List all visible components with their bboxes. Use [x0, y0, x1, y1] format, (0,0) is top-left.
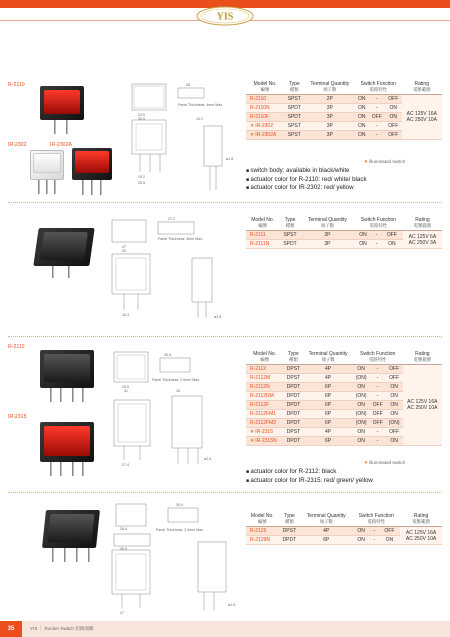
model-cell: R-2111N	[246, 240, 279, 249]
function-cell: -	[369, 104, 385, 113]
dimension-drawing	[130, 80, 240, 200]
svg-text:30.5: 30.5	[120, 547, 127, 551]
function-cell: ON	[386, 383, 403, 392]
function-cell: ON	[352, 536, 370, 545]
function-cell: ON	[386, 401, 403, 410]
model-cell: R-2110	[246, 95, 284, 104]
type-cell: DPDT	[283, 419, 303, 428]
type-cell: SPDT	[284, 104, 304, 113]
svg-text:31: 31	[124, 389, 128, 393]
product-photo-ir2302	[30, 150, 70, 200]
terminal-cell: 3P	[305, 122, 356, 131]
function-cell: ON	[355, 131, 369, 140]
spec-table	[246, 80, 442, 140]
product-code: IR-2315	[8, 414, 27, 420]
note-item: ■ actuator color for R-2112: black	[246, 468, 373, 477]
svg-text:27.2: 27.2	[168, 217, 175, 221]
col-model: Model No. 編號	[246, 216, 279, 231]
function-cell: ON	[355, 122, 369, 131]
product-photo-r2129	[40, 506, 104, 570]
function-cell: ON	[386, 392, 403, 401]
type-cell: SPST	[284, 95, 304, 104]
function-cell: ON	[354, 231, 372, 240]
function-cell: ON	[352, 527, 370, 536]
terminal-cell: 6P	[304, 410, 353, 419]
function-cell: ON	[353, 401, 370, 410]
col-rating: Rating 電壓範圍	[403, 216, 442, 231]
product-photo-ir2315	[40, 422, 100, 484]
product-photo-r2110	[40, 86, 90, 140]
terminal-cell: 6P	[304, 419, 353, 428]
terminal-cell: 3P	[305, 104, 356, 113]
col-function: Switch Function 電路特性	[354, 216, 403, 231]
col-model: Model No. 編號	[246, 80, 284, 95]
product-code: IR-2302A	[50, 142, 72, 148]
product-photo-ir2302a	[72, 148, 116, 200]
spec-table	[246, 512, 442, 545]
function-cell: ON	[386, 437, 403, 446]
svg-text:30.5: 30.5	[164, 353, 171, 357]
type-cell: SPDT	[279, 240, 301, 249]
function-cell: -	[370, 383, 386, 392]
type-cell: SPST	[279, 231, 301, 240]
function-cell: -	[372, 231, 381, 240]
function-cell: ON	[353, 365, 370, 374]
col-rating: Rating 電壓範圍	[403, 350, 442, 365]
footer-text: YIS ｜ Rocker Switch 切換開關	[30, 626, 94, 631]
table-row	[246, 95, 442, 104]
terminal-cell: 4P	[304, 365, 353, 374]
dimension-drawing	[112, 348, 240, 468]
col-rating: Rating 電壓範圍	[400, 512, 442, 527]
type-cell: DPDT	[283, 437, 303, 446]
model-cell: R-2112FM1	[246, 410, 283, 419]
section-divider	[8, 202, 442, 203]
function-cell: -	[370, 437, 386, 446]
terminal-cell: 2P	[301, 231, 354, 240]
type-cell: SPST	[284, 131, 304, 140]
terminal-cell: 6P	[304, 401, 353, 410]
model-cell: R-2112	[246, 365, 283, 374]
svg-text:16.3: 16.3	[122, 313, 129, 317]
col-function: Switch Function 電路特性	[352, 512, 400, 527]
function-cell: OFF	[386, 428, 403, 437]
col-type: Type 種類	[284, 80, 304, 95]
terminal-cell: 6P	[304, 392, 353, 401]
type-cell: DPDT	[279, 536, 300, 545]
note-item: ■ actuator color for IR-2302: red/ yellow	[246, 184, 367, 193]
function-cell: ON	[385, 104, 401, 113]
bulb-icon: ✹	[250, 429, 255, 435]
model-cell: R-2129	[246, 527, 279, 536]
model-cell: ✹IR-2315	[246, 428, 283, 437]
col-terminal: Terminal Quantity 端子數	[300, 512, 352, 527]
col-function: Switch Function 電路特性	[355, 80, 402, 95]
function-cell: OFF	[369, 113, 385, 122]
function-cell: OFF	[385, 122, 401, 131]
svg-text:ø1.8: ø1.8	[226, 157, 234, 161]
brand-logo	[196, 6, 254, 26]
type-cell: DPST	[283, 365, 303, 374]
model-cell: R-2112FM2	[246, 419, 283, 428]
model-cell: R-2112N	[246, 383, 283, 392]
type-cell: DPST	[279, 527, 300, 536]
type-cell: DPDT	[283, 410, 303, 419]
svg-text:27.4: 27.4	[122, 463, 129, 467]
function-cell: (ON)	[353, 392, 370, 401]
product-photo-r2111	[30, 222, 100, 282]
terminal-cell: 6P	[304, 383, 353, 392]
type-cell: DPST	[283, 428, 303, 437]
function-cell: OFF	[379, 527, 401, 536]
rating-cell: AC 125V 6A AC 250V 3A	[403, 231, 442, 249]
function-cell: OFF	[370, 419, 386, 428]
spec-notes	[246, 468, 373, 485]
panel-thickness-note: Panel Thickness: 2.5mm Max.	[156, 528, 205, 532]
function-cell: ON	[381, 240, 403, 249]
function-cell: -	[369, 95, 385, 104]
type-cell: DPDT	[283, 401, 303, 410]
function-cell: OFF	[370, 410, 386, 419]
model-cell: ✹IR-2302A	[246, 131, 284, 140]
terminal-cell: 4P	[300, 527, 352, 536]
col-model: Model No. 編號	[246, 350, 283, 365]
function-cell: -	[370, 527, 379, 536]
col-type: Type 種類	[279, 216, 301, 231]
function-cell: OFF	[385, 131, 401, 140]
svg-text:28: 28	[186, 83, 190, 87]
function-cell: ON	[355, 113, 369, 122]
model-cell: R-2111	[246, 231, 279, 240]
svg-text:10.2: 10.2	[138, 175, 145, 179]
terminal-cell: 4P	[304, 428, 353, 437]
terminal-cell: 3P	[301, 240, 354, 249]
function-cell: (ON)	[386, 419, 403, 428]
section-divider	[8, 492, 442, 493]
function-cell: ON	[354, 240, 372, 249]
col-terminal: Terminal Quantity 端子數	[301, 216, 354, 231]
page-footer	[0, 621, 450, 637]
function-cell: ON	[386, 410, 403, 419]
function-cell: OFF	[381, 231, 403, 240]
col-model: Model No. 編號	[246, 512, 279, 527]
type-cell: DPST	[283, 374, 303, 383]
illuminated-legend: ✹ illuminated switch	[364, 460, 406, 465]
svg-text:25.5: 25.5	[138, 181, 145, 185]
note-item: ■ actuator color for IR-2315: red/ green/ yellow	[246, 477, 373, 486]
svg-text:10.2: 10.2	[196, 117, 203, 121]
function-cell: -	[369, 131, 385, 140]
panel-thickness-note: Panel Thickness: 4mm Max.	[178, 103, 224, 107]
function-cell: ON	[353, 428, 370, 437]
terminal-cell: 4P	[304, 374, 353, 383]
page-number: 35	[0, 621, 22, 637]
model-cell: R-2112NM	[246, 392, 283, 401]
spec-notes	[246, 167, 367, 193]
dimension-drawing	[110, 498, 242, 618]
svg-text:30.4: 30.4	[176, 503, 183, 507]
product-code: IR-2302	[8, 142, 27, 148]
bulb-icon: ✹	[250, 438, 255, 444]
svg-text:26.5: 26.5	[122, 385, 129, 389]
terminal-cell: 3P	[305, 131, 356, 140]
note-item: ■ switch body: available in black/white	[246, 167, 367, 176]
product-photo-r2112	[40, 350, 100, 410]
type-cell: DPDT	[283, 383, 303, 392]
model-cell: R-2112M	[246, 374, 283, 383]
model-cell: R-2112F	[246, 401, 283, 410]
model-cell: R-2110N	[246, 104, 284, 113]
type-cell: SPST	[284, 122, 304, 131]
table-row	[246, 365, 442, 374]
function-cell: -	[370, 536, 379, 545]
model-cell: ✹IR-2302	[246, 122, 284, 131]
terminal-cell: 6P	[300, 536, 352, 545]
rating-cell: AC 125V 16A AC 250V 10A	[400, 527, 442, 545]
product-code: R-2110	[8, 82, 25, 88]
function-cell: ON	[353, 383, 370, 392]
function-cell: ON	[379, 536, 401, 545]
type-cell: SPDT	[284, 113, 304, 122]
type-cell: DPDT	[283, 392, 303, 401]
function-cell: -	[372, 240, 381, 249]
col-type: Type 種類	[279, 512, 300, 527]
function-cell: ON	[355, 104, 369, 113]
function-cell: ON	[385, 113, 401, 122]
svg-text:30: 30	[122, 249, 126, 253]
terminal-cell: 3P	[305, 113, 356, 122]
rating-cell: AC 125V 16A AC 250V 10A	[402, 95, 442, 140]
svg-text:22.5: 22.5	[138, 113, 145, 117]
terminal-cell: 2P	[305, 95, 356, 104]
spec-table	[246, 350, 442, 446]
col-rating: Rating 電壓範圍	[402, 80, 442, 95]
model-cell: R-2129N	[246, 536, 279, 545]
svg-text:ø1.8: ø1.8	[228, 603, 236, 607]
col-terminal: Terminal Quantity 端子數	[304, 350, 353, 365]
model-cell: R-2110F	[246, 113, 284, 122]
function-cell: -	[370, 365, 386, 374]
function-cell: ON	[353, 437, 370, 446]
illuminated-legend: ✹ illuminated switch	[364, 159, 406, 164]
rating-cell: AC 125V 16A AC 250V 10A	[403, 365, 442, 446]
product-code: R-2112	[8, 344, 25, 350]
function-cell: (ON)	[353, 419, 370, 428]
function-cell: OFF	[385, 95, 401, 104]
svg-text:27: 27	[120, 611, 124, 615]
function-cell: -	[370, 428, 386, 437]
spec-table	[246, 216, 442, 249]
table-row	[246, 231, 442, 240]
function-cell: OFF	[386, 374, 403, 383]
function-cell: (ON)	[353, 374, 370, 383]
bulb-icon: ✹	[250, 132, 255, 138]
table-row	[246, 527, 442, 536]
terminal-cell: 6P	[304, 437, 353, 446]
svg-text:15: 15	[176, 389, 180, 393]
note-item: ■ actuator color for R-2110: red/ white/ black	[246, 176, 367, 185]
col-function: Switch Function 電路特性	[353, 350, 403, 365]
function-cell: -	[370, 374, 386, 383]
function-cell: -	[370, 392, 386, 401]
dimension-drawing	[110, 214, 240, 322]
col-terminal: Terminal Quantity 端子數	[305, 80, 356, 95]
svg-text:ø2.5: ø2.5	[214, 315, 222, 319]
svg-text:YIS: YIS	[216, 11, 234, 23]
svg-text:ø2.5: ø2.5	[204, 457, 212, 461]
function-cell: OFF	[386, 365, 403, 374]
function-cell: ON	[355, 95, 369, 104]
function-cell: -	[369, 122, 385, 131]
model-cell: ✹IR-2315N	[246, 437, 283, 446]
panel-thickness-note: Panel Thickness: 2.5mm Max.	[152, 378, 201, 382]
svg-text:26.4: 26.4	[120, 527, 127, 531]
col-type: Type 種類	[283, 350, 303, 365]
function-cell: OFF	[370, 401, 386, 410]
function-cell: (ON)	[353, 410, 370, 419]
section-divider	[8, 336, 442, 337]
svg-text:27: 27	[122, 245, 126, 249]
panel-thickness-note: Panel Thickness: 3mm Max.	[158, 237, 204, 241]
svg-text:30.5: 30.5	[138, 117, 145, 121]
bulb-icon: ✹	[250, 123, 255, 129]
